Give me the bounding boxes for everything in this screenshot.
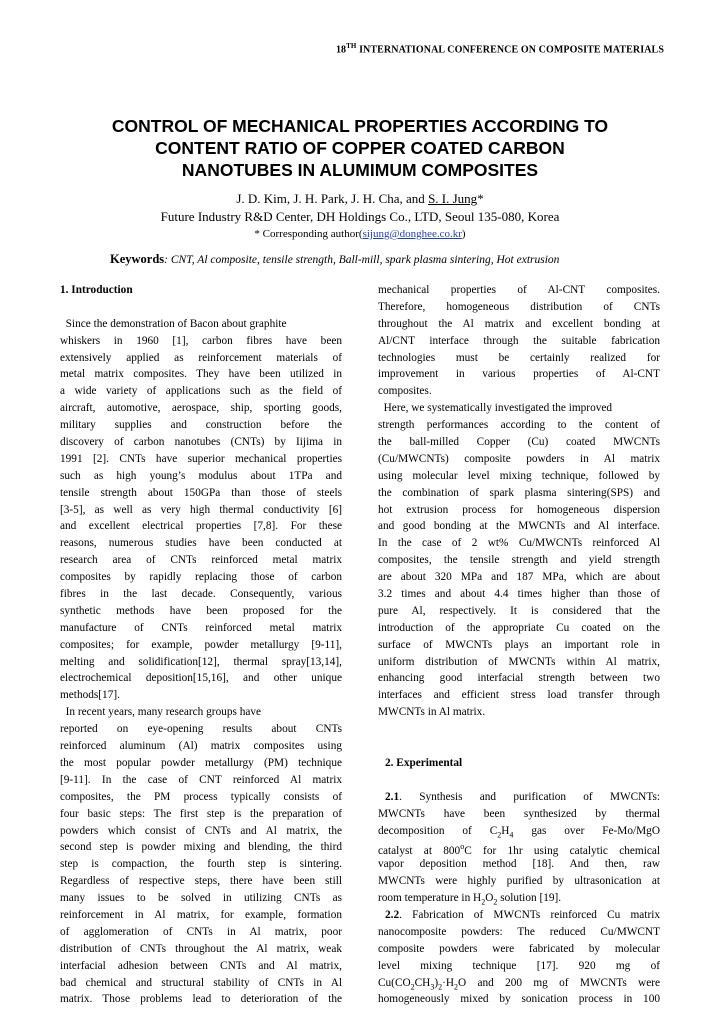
- body-line: mechanical properties of Al-CNT composites.: [378, 284, 660, 296]
- body-line: the combination of spark plasma sintering(SPS) and: [378, 486, 660, 499]
- section-heading-introduction: 1. Introduction: [60, 284, 133, 296]
- body-line: level mixing technique [17]. 920 mg of: [378, 959, 660, 972]
- body-line: Therefore, homogeneous distribution of CNTs: [378, 300, 660, 313]
- keywords-text: : CNT, Al composite, tensile strength, Ball-mill, spark plasma sintering, Hot extrusion: [164, 254, 560, 266]
- body-line: composites, the PM process typically consists of: [60, 790, 342, 803]
- body-line-solution: room temperature in $H_2O_2$ solution [19].: [378, 892, 562, 907]
- body-line: improvement in various properties of Al-CNT: [378, 368, 660, 381]
- body-line: are about 320 MPa and 187 MPa, which are about: [378, 571, 660, 584]
- left-column: [60, 282, 342, 1008]
- body-line: composites; for example, powder metallurgy [9-11],: [60, 638, 342, 651]
- body-line: In recent years, many research groups have: [60, 706, 262, 719]
- subsection-title: . Fabrication of MWCNTs reinforced Cu matrix: [399, 908, 660, 921]
- body-line: Regardless of respective steps, there have been still: [60, 875, 342, 888]
- body-line: and good bonding at the MWCNTs and Al interface.: [378, 520, 660, 533]
- title-line: NANOTUBES IN ALUMIMUM COMPOSITES: [181, 160, 539, 180]
- body-line-catalyst: catalyst at 800$^o$C for 1hr using catalytic chemical: [378, 842, 661, 858]
- subsection-label: 2.1: [385, 790, 400, 803]
- body-line: technologies must be certainly realized for: [378, 351, 660, 364]
- body-line: research area of CNTs reinforced metal matrix: [60, 554, 342, 567]
- body-line: reasons, numerous studies have been conducted at: [60, 537, 342, 550]
- body-line: extensively applied as reinforcement materials of: [60, 351, 342, 364]
- body-line: [9-11]. In the case of CNT reinforced Al matrix: [60, 773, 342, 786]
- body-line: Al/CNT interface through the suitable fabrication: [378, 334, 660, 347]
- paper-title: [60, 115, 660, 181]
- body-line: MWCNTs have been synthesized by thermal: [378, 807, 660, 820]
- title-line: CONTENT RATIO OF COPPER COATED CARBON: [155, 138, 565, 158]
- section-heading-experimental: 2. Experimental: [385, 756, 463, 769]
- body-line: fibres in the last decade. Consequently, various: [60, 588, 342, 601]
- subsection-title: . Synthesis and purification of MWCNTs:: [399, 790, 660, 803]
- body-line: tensile strength about 150GPa than those of steels: [60, 486, 342, 499]
- body-line: electrochemical deposition[15,16], and other unique: [60, 672, 342, 685]
- body-line: surface of MWCNTs plays an important role in: [378, 638, 660, 651]
- body-line: a wide variety of applications such as the field of: [60, 385, 342, 398]
- body-line: composite powders were fabricated by molecular: [378, 942, 660, 955]
- body-line: manufacture of CNTs reinforced metal matrix: [60, 621, 342, 634]
- body-line: aircraft, automotive, aerospace, ship, sporting goods,: [60, 402, 342, 415]
- body-line: and excellent electrical properties [7,8]. For these: [60, 520, 342, 533]
- body-line: MWCNTs were highly purified by ultrasonication at: [378, 875, 660, 888]
- body-line: Since the demonstration of Bacon about graphite: [60, 317, 287, 330]
- body-line: military supplies and construction before the: [60, 419, 342, 432]
- conference-name: INTERNATIONAL CONFERENCE ON COMPOSITE MATERIALS: [356, 44, 664, 56]
- body-line: hot extrusion process for homogeneous dispersion: [378, 503, 660, 516]
- correspondence-suffix: ): [461, 228, 466, 240]
- email-link[interactable]: sijung@donghee.co.kr: [362, 228, 462, 240]
- body-line: homogeneously mixed by sonication process in 100: [378, 993, 660, 1006]
- body-line: step is compaction, the fourth step is sintering.: [60, 858, 342, 871]
- body-line: [3-5], as well as very high thermal conductivity [6]: [60, 503, 342, 516]
- body-line: In the case of 2 wt% Cu/MWCNTs reinforced Al: [378, 537, 660, 550]
- body-line: the most popular powder metallurgy (PM) technique: [60, 756, 342, 769]
- body-line: metal matrix composites. They have been utilized in: [60, 368, 342, 381]
- body-line: synthetic methods have been proposed for the: [60, 604, 342, 617]
- body-line: strength performances according to the content of: [378, 419, 660, 432]
- body-line: of agglomeration of CNTs in Al matrix, poor: [60, 925, 342, 938]
- subsection-2-2-heading: [378, 907, 660, 924]
- body-line: introduction of the appropriate Cu coated on the: [378, 621, 660, 634]
- correspondence-line: [0, 227, 720, 241]
- body-line: using molecular level mixing technique, followed by: [378, 469, 660, 482]
- correspondence-prefix: * Corresponding author(: [254, 228, 363, 240]
- body-line: vapor deposition method [18]. And then, raw: [378, 858, 660, 871]
- body-line: second step is powder mixing and blending, the third: [60, 841, 342, 854]
- body-line: throughout the Al matrix and excellent bonding at: [378, 317, 660, 330]
- subsection-2-1-heading: [378, 789, 660, 806]
- body-line: 3.2 times and about 4.4 times higher than those of: [378, 588, 660, 601]
- body-line: reinforced aluminum (Al) matrix composites using: [60, 740, 342, 753]
- corresponding-author-name: S. I. Jung: [428, 191, 478, 206]
- body-line: reinforcement in Al matrix, for example, formation: [60, 908, 342, 921]
- body-line: powders which consist of CNTs and Al matrix, the: [60, 824, 342, 837]
- conference-header: [0, 42, 664, 55]
- corresponding-mark: *: [477, 191, 484, 206]
- title-line: CONTROL OF MECHANICAL PROPERTIES ACCORDING TO: [111, 116, 609, 136]
- body-line: nanocomposite powders: The reduced Cu/MWCNT: [378, 925, 660, 938]
- body-line: Here, we systematically investigated the improved: [378, 402, 613, 415]
- author-list: [0, 190, 720, 207]
- right-column: [378, 282, 660, 1008]
- body-line: methods[17].: [60, 689, 120, 702]
- body-line: uniform distribution of MWCNTs within Al matrix,: [378, 655, 660, 668]
- body-line: interfacial adhesion between CNTs and Al matrix,: [60, 959, 342, 972]
- body-line: the ball-milled Copper (Cu) coated MWCNTs: [378, 436, 660, 449]
- subsection-label: 2.2: [385, 908, 400, 921]
- body-line: MWCNTs in Al matrix.: [378, 706, 486, 719]
- affiliation: Future Industry R&D Center, DH Holdings Co., LTD, Seoul 135-080, Korea: [160, 209, 560, 224]
- body-line: melting and solidification[12], thermal spray[13,14],: [60, 655, 342, 668]
- conference-ordinal: TH: [346, 42, 357, 50]
- body-line: bad chemical and structural stability of CNTs in Al: [60, 976, 342, 989]
- body-line: matrix. Those problems lead to deterioration of the: [60, 993, 342, 1006]
- body-line: distribution of CNTs throughout the Al matrix, weak: [60, 942, 342, 955]
- body-line: (Cu/MWCNTs) composite powders in Al matrix: [378, 452, 660, 465]
- keywords-label: Keywords: [110, 252, 165, 266]
- body-line: composites by rapidly replacing those of carbon: [60, 571, 342, 584]
- keywords: [110, 252, 680, 268]
- conference-number: 18: [335, 44, 347, 56]
- body-line-copper-formula: $Cu(CO_2CH_3)_2\cdot H_2O$ and 200 mg of MWCNTs were: [378, 976, 660, 991]
- body-line: pure Al, respectively. It is considered that the: [378, 604, 660, 617]
- body-line: whiskers in 1960 [1], carbon fibres have been: [60, 334, 342, 347]
- body-line: composites.: [378, 385, 432, 398]
- body-line-formula: decomposition of $C_2H_4$ gas over Fe-Mo/MgO: [378, 824, 660, 839]
- body-line: reported on eye-opening results about CNTs: [60, 723, 342, 736]
- body-line: enhancing good interfacial strength between two: [378, 672, 660, 685]
- body-line: composites, the tensile strength and yield strength: [378, 554, 660, 567]
- body-line: such as high young’s modulus about 1TPa and: [60, 469, 342, 482]
- authors-text: J. D. Kim, J. H. Park, J. H. Cha, and: [236, 191, 429, 206]
- body-line: 1991 [2]. CNTs have superior mechanical properties: [60, 452, 342, 465]
- body-line: four basic steps: The first step is the preparation of: [60, 807, 342, 820]
- body-line: many issues to be solved in utilizing CNTs as: [60, 892, 342, 905]
- body-line: discovery of carbon nanotubes (CNTs) by Iijima in: [60, 436, 342, 449]
- body-line: interfaces and efficient stress load transfer through: [378, 689, 660, 702]
